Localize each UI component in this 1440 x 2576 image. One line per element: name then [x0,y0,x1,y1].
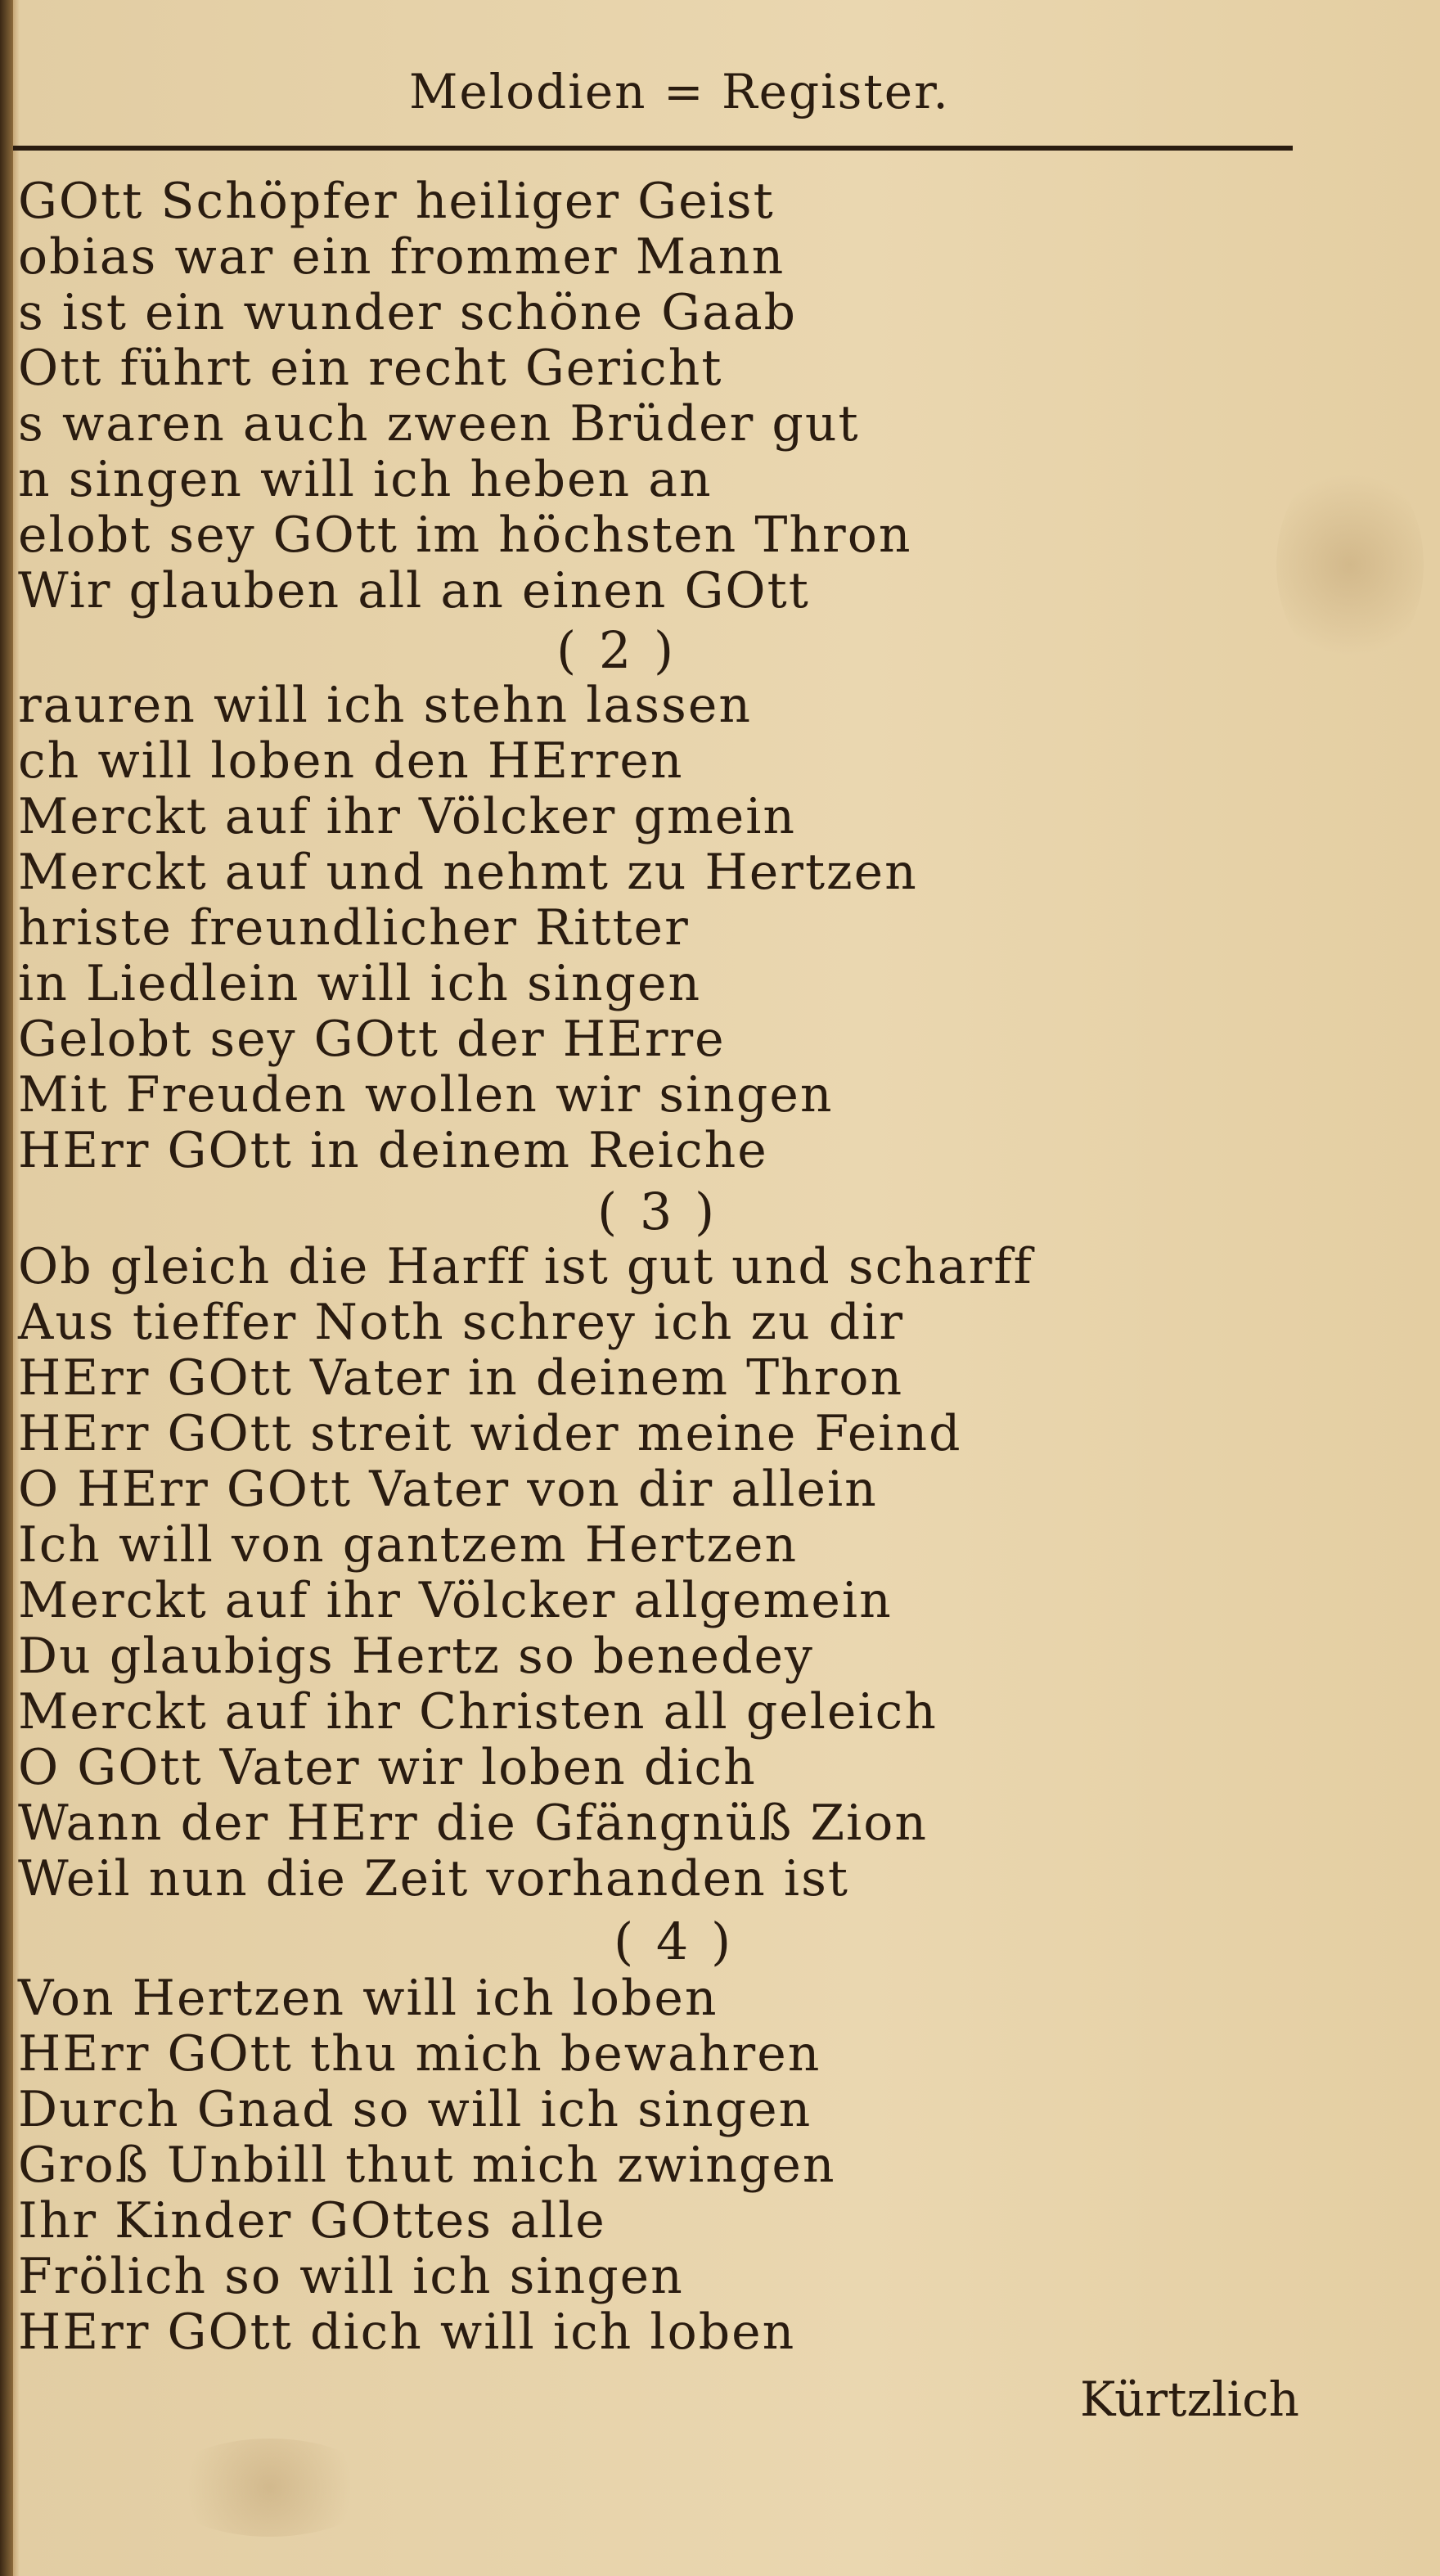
register-entry: Du glaubigs Hertz so benedey [18,1628,814,1685]
register-entry: s waren auch zween Brüder gut [18,395,860,453]
register-entry: Durch Gnad so will ich singen [18,2081,812,2138]
register-entry: O HErr GOtt Vater von dir allein [18,1461,878,1518]
register-entry: Merckt auf ihr Völcker allgemein [18,1572,893,1629]
register-entry: Merckt auf ihr Völcker gmein [18,788,797,845]
register-entry: ch will loben den HErren [18,732,684,790]
register-entry: in Liedlein will ich singen [18,955,702,1012]
register-entry: Wann der HErr die Gfängnüß Zion [18,1795,929,1852]
register-entry: Weil nun die Zeit vorhanden ist [18,1850,849,1907]
register-entry: Ich will von gantzem Hertzen [18,1516,799,1574]
register-entry: elobt sey GOtt im höchsten Thron [18,507,912,564]
register-entry: Gelobt sey GOtt der HErre [18,1011,726,1068]
catchword: Kürtzlich [1080,2371,1299,2427]
register-entry: Aus tieffer Noth schrey ich zu dir [18,1294,905,1351]
paper-stain [164,2439,376,2537]
page-header: Melodien = Register. [409,64,950,119]
register-entry: Ihr Kinder GOttes alle [18,2192,606,2249]
section-number: ( 4 ) [614,1912,735,1971]
register-entry: obias war ein frommer Mann [18,228,785,286]
register-entry: Wir glauben all an einen GOtt [18,562,810,619]
register-entry: s ist ein wunder schöne Gaab [18,284,798,341]
register-entry: Mit Freuden wollen wir singen [18,1066,834,1124]
register-entry: Ob gleich die Harff ist gut und scharff [18,1238,1033,1295]
register-entry: Groß Unbill thut mich zwingen [18,2137,836,2194]
register-entry: O GOtt Vater wir loben dich [18,1739,757,1796]
register-entry: Ott führt ein recht Gericht [18,340,723,397]
register-entry: Merckt auf ihr Christen all geleich [18,1683,938,1741]
register-entry: HErr GOtt dich will ich loben [18,2304,796,2361]
register-entry: rauren will ich stehn lassen [18,677,752,734]
register-entry: HErr GOtt thu mich bewahren [18,2025,821,2083]
paper-stain [1276,458,1424,671]
section-number: ( 3 ) [597,1182,718,1241]
register-entry: hriste freundlicher Ritter [18,899,690,957]
register-entry: Merckt auf und nehmt zu Hertzen [18,844,918,901]
register-entry: HErr GOtt streit wider meine Feind [18,1405,962,1462]
section-number: ( 2 ) [556,620,677,680]
register-entry: GOtt Schöpfer heiliger Geist [18,173,775,230]
register-entry: HErr GOtt Vater in deinem Thron [18,1349,904,1407]
register-entry: Frölich so will ich singen [18,2248,684,2305]
header-rule [13,146,1293,151]
register-entry: n singen will ich heben an [18,451,713,508]
register-entry: Von Hertzen will ich loben [18,1970,718,2027]
book-spine [0,0,13,2576]
register-entry: HErr GOtt in deinem Reiche [18,1122,768,1179]
